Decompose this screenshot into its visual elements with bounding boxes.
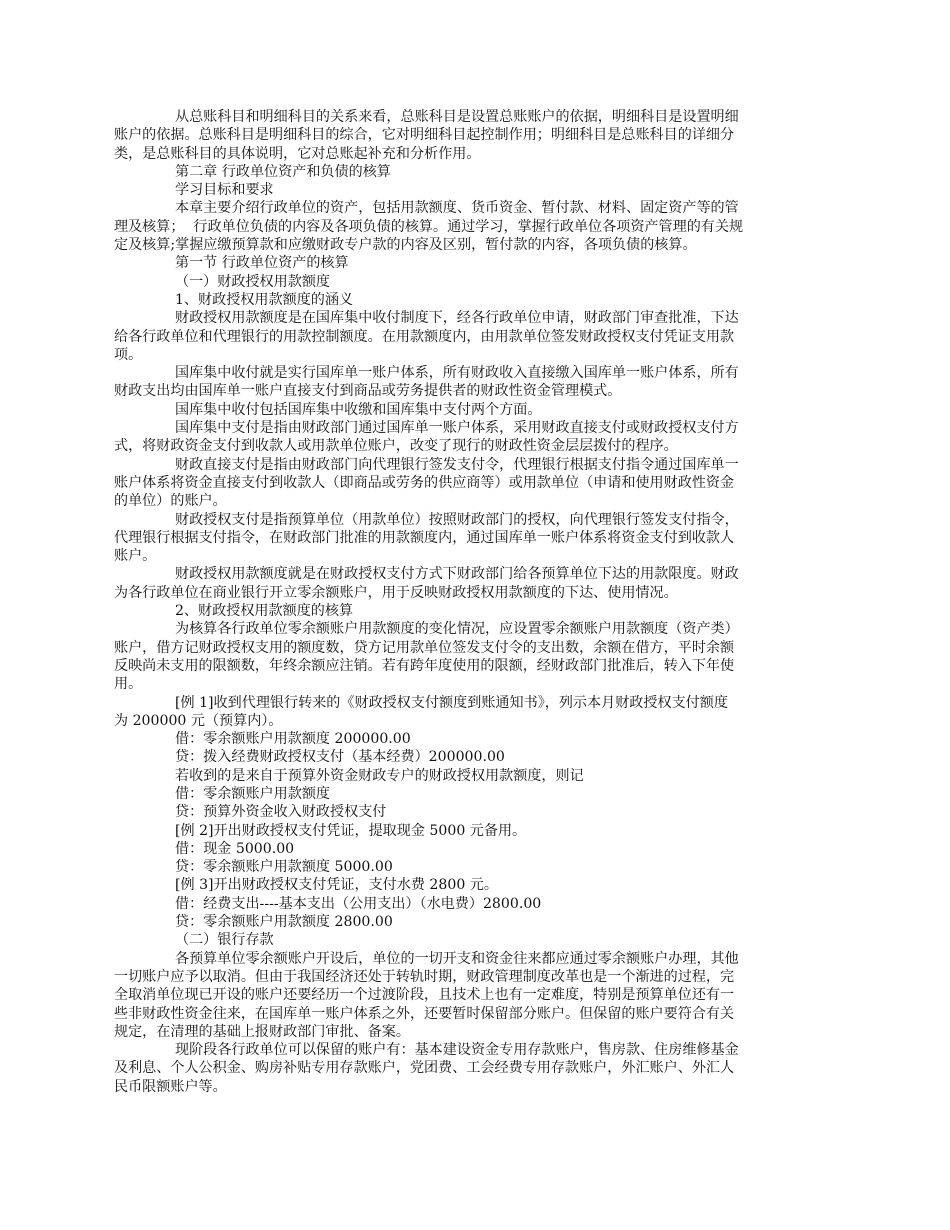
text-line: 贷：零余额账户用款额度 2800.00 xyxy=(175,914,393,931)
text-line: 借：零余额账户用款额度 200000.00 xyxy=(175,731,411,748)
text-line: 理及核算； 行政单位负债的内容及各项负债的核算。通过学习，掌握行政单位各项资产管理的有关规 xyxy=(114,218,744,235)
text-line: 国库集中支付是指由财政部门通过国库单一账户体系，采用财政直接支付或财政授权支付方 xyxy=(175,420,739,437)
text-line: （一）财政授权用款额度 xyxy=(175,273,331,290)
text-line: 代理银行根据支付指令，在财政部门批准的用款额度内，通过国库单一账户体系将资金支付到收款人 xyxy=(114,529,735,546)
text-line: 从总账科目和明细科目的关系来看，总账科目是设置总账账户的依据，明细科目是设置明细 xyxy=(175,109,739,125)
text-line: 贷：预算外资金收入财政授权支付 xyxy=(175,804,387,821)
text-line: 1、财政授权用款额度的涵义 xyxy=(175,291,354,308)
text-line: 规定，在清理的基础上报财政部门审批、备案。 xyxy=(114,1023,410,1040)
text-line: 反映尚未支用的限额数，年终余额应注销。若有跨年度使用的限额，经财政部门批准后，转入下年使 xyxy=(114,657,735,674)
document-body xyxy=(114,108,836,1096)
text-line: 财政授权支付是指预算单位（用款单位）按照财政部门的授权，向代理银行签发支付指令， xyxy=(175,511,739,528)
text-line: 民币限额账户等。 xyxy=(114,1078,227,1095)
text-line: 及利息、个人公积金、购房补贴专用存款账户，党团费、工会经费专用存款账户，外汇账户、外汇人 xyxy=(114,1060,735,1077)
text-line: 用。 xyxy=(114,676,143,693)
text-line: 账户，借方记财政授权支用的额度数，贷方记用款单位签发支付令的支出数，余额在借方，平时余额 xyxy=(114,639,735,656)
text-line: 为 200000 元（预算内）。 xyxy=(114,712,283,729)
text-line: 一切账户应予以取消。但由于我国经济还处于转轨时期，财政管理制度改革也是一个渐进的过程，完 xyxy=(114,968,735,985)
text-line: 财政支出均由国库单一账户直接支付到商品或劳务提供者的财政性资金管理模式。 xyxy=(114,383,622,400)
text-line: 式，将财政资金支付到收款人或用款单位账户，改变了现行的财政性资金层层拨付的程序。 xyxy=(114,438,678,455)
text-line: 的单位）的账户。 xyxy=(114,493,227,510)
text-line: 第二章 行政单位资产和负债的核算 xyxy=(175,163,391,180)
text-line: 为核算各行政单位零余额账户用款额度的变化情况，应设置零余额账户用款额度（资产类） xyxy=(175,621,739,638)
text-line: 借：零余额账户用款额度 xyxy=(175,785,331,802)
text-line: 借：经费支出----基本支出（公用支出）（水电费）2800.00 xyxy=(175,895,542,912)
text-line: 贷：拨入经费财政授权支付（基本经费）200000.00 xyxy=(175,749,505,766)
text-line: 第一节 行政单位资产的核算 xyxy=(175,255,349,272)
text-line: 为各行政单位在商业银行开立零余额账户，用于反映财政授权用款额度的下达、使用情况。 xyxy=(114,584,678,601)
text-line: （二）银行存款 xyxy=(175,932,274,949)
text-line: 些非财政性资金往来，在国库单一账户体系之外，还要暂时保留部分账户。但保留的账户要符合有关 xyxy=(114,1005,735,1022)
text-line: 贷：零余额账户用款额度 5000.00 xyxy=(175,859,393,876)
text-line: 财政授权用款额度就是在财政授权支付方式下财政部门给各预算单位下达的用款限度。财政 xyxy=(175,566,739,583)
text-line: 财政授权用款额度是在国库集中收付制度下，经各行政单位申请，财政部门审查批准，下达 xyxy=(175,310,739,327)
text-line: 若收到的是来自于预算外资金财政专户的财政授权用款额度，则记 xyxy=(175,767,584,784)
text-line: [例 1]收到代理银行转来的《财政授权支付额度到账通知书》，列示本月财政授权支付额度 xyxy=(175,694,728,711)
text-line: 全取消单位现已开设的账户还要经历一个过渡阶段，且技术上也有一定难度，特别是预算单位还有一 xyxy=(114,987,735,1004)
text-line: 账户体系将资金直接支付到收款人（即商品或劳务的供应商等）或用款单位（申请和使用财政性资金 xyxy=(114,474,735,491)
text-line: 给各行政单位和代理银行的用款控制额度。在用款额度内，由用款单位签发财政授权支付凭证支用款 xyxy=(114,328,735,345)
text-line: 类，是总账科目的具体说明，它对总账起补充和分析作用。 xyxy=(114,145,481,162)
text-line: 现阶段各行政单位可以保留的账户有：基本建设资金专用存款账户，售房款、住房维修基金 xyxy=(175,1042,739,1059)
text-line: 学习目标和要求 xyxy=(175,182,274,199)
text-line: 项。 xyxy=(114,346,143,363)
text-line: [例 3]开出财政授权支付凭证，支付水费 2800 元。 xyxy=(175,877,498,894)
text-line: 国库集中收付就是实行国库单一账户体系，所有财政收入直接缴入国库单一账户体系，所有 xyxy=(175,365,739,382)
text-line: 账户。 xyxy=(114,548,157,565)
text-line: [例 2]开出财政授权支付凭证，提取现金 5000 元备用。 xyxy=(175,822,527,839)
text-line: 本章主要介绍行政单位的资产，包括用款额度、货币资金、暂付款、材料、固定资产等的管 xyxy=(175,200,739,217)
text-line: 定及核算;掌握应缴预算款和应缴财政专户款的内容及区别，暂付款的内容，各项负债的核算。 xyxy=(114,237,697,254)
text-line: 账户的依据。总账科目是明细科目的综合，它对明细科目起控制作用；明细科目是总账科目的详细分 xyxy=(114,127,735,144)
text-line: 各预算单位零余额账户开设后，单位的一切开支和资金往来都应通过零余额账户办理，其他 xyxy=(175,950,739,967)
text-line: 2、财政授权用款额度的核算 xyxy=(175,603,354,620)
text-line: 借：现金 5000.00 xyxy=(175,840,295,857)
text-line: 财政直接支付是指由财政部门向代理银行签发支付令，代理银行根据支付指令通过国库单一 xyxy=(175,456,739,473)
text-line: 国库集中收付包括国库集中收缴和国库集中支付两个方面。 xyxy=(175,401,542,418)
